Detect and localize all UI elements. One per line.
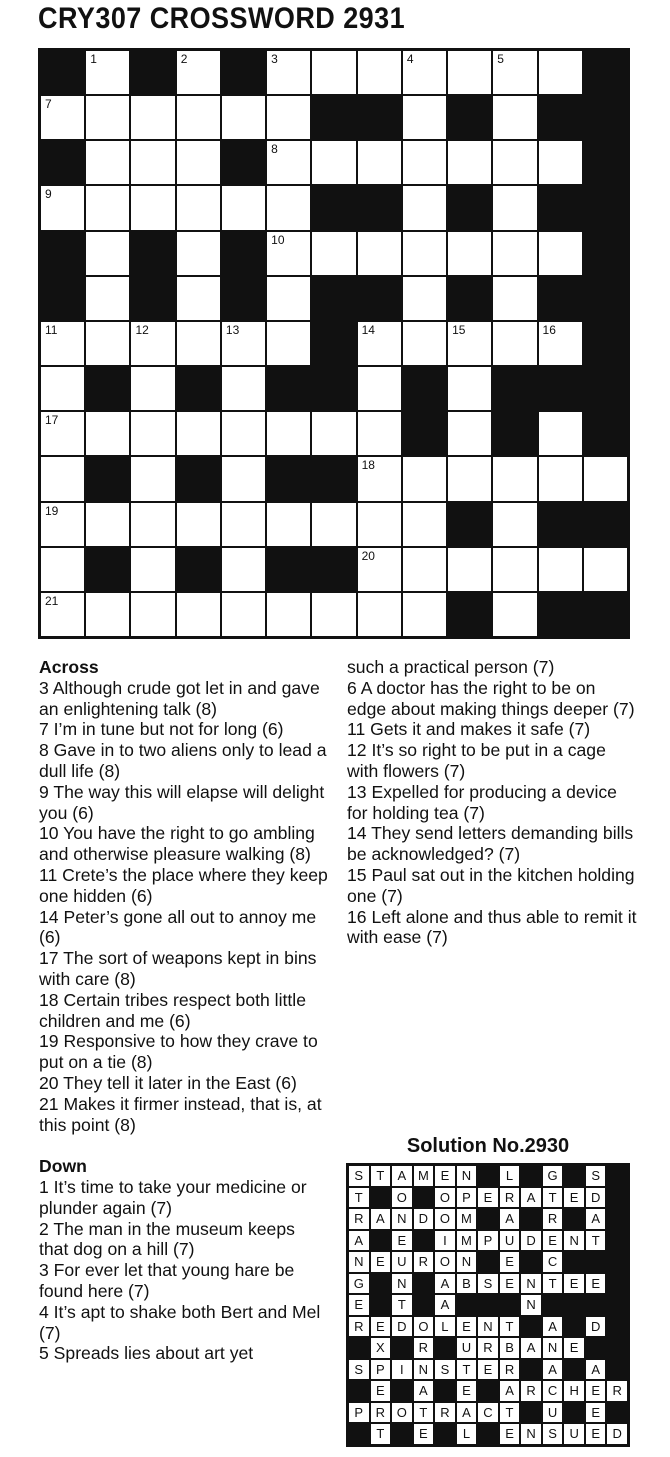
grid-cell bbox=[539, 412, 582, 455]
solution-letter: E bbox=[349, 1295, 369, 1315]
clue-number: 11 bbox=[45, 322, 58, 337]
grid-cell bbox=[358, 367, 401, 410]
grid-cell bbox=[131, 593, 174, 636]
grid-cell bbox=[267, 186, 310, 229]
clue-text: 1 It’s time to take your medicine or plunder again (7) bbox=[39, 1176, 307, 1218]
solution-letter: U bbox=[500, 1231, 520, 1251]
solution-letter: L bbox=[500, 1166, 520, 1186]
solution-letter: A bbox=[414, 1381, 434, 1401]
clue-number: 2 bbox=[180, 52, 188, 66]
grid-cell bbox=[403, 232, 446, 275]
grid-cell bbox=[448, 51, 491, 94]
grid-cell bbox=[539, 548, 582, 591]
solution-letter: E bbox=[457, 1381, 477, 1401]
grid-cell bbox=[267, 51, 310, 94]
solution-letter: A bbox=[392, 1166, 412, 1186]
grid-cell bbox=[131, 503, 174, 546]
solution-letter: E bbox=[435, 1166, 455, 1186]
clue-text: 18 Certain tribes respect both little children and me (6) bbox=[39, 989, 306, 1031]
grid-cell bbox=[358, 322, 401, 365]
grid-cell bbox=[539, 232, 582, 275]
grid-cell bbox=[403, 322, 446, 365]
solution-letter: R bbox=[349, 1209, 369, 1229]
solution-letter: T bbox=[349, 1188, 369, 1208]
solution-letter: T bbox=[543, 1274, 563, 1294]
grid-cell bbox=[493, 51, 536, 94]
grid-cell bbox=[131, 548, 174, 591]
solution-letter: N bbox=[392, 1274, 412, 1294]
solution-letter: S bbox=[349, 1360, 369, 1380]
solution-letter: R bbox=[478, 1338, 498, 1358]
solution-letter: N bbox=[457, 1252, 477, 1272]
solution-letter: E bbox=[500, 1252, 520, 1272]
grid-cell bbox=[177, 322, 220, 365]
grid-cell bbox=[403, 548, 446, 591]
solution-letter: P bbox=[457, 1188, 477, 1208]
solution-letter: U bbox=[457, 1338, 477, 1358]
grid-cell bbox=[131, 457, 174, 500]
grid-cell bbox=[493, 503, 536, 546]
grid-cell bbox=[403, 96, 446, 139]
grid-cell bbox=[267, 96, 310, 139]
grid-cell bbox=[267, 593, 310, 636]
solution-letter: D bbox=[586, 1317, 606, 1337]
clue-text: 14 They send letters demanding bills be acknowledged? (7) bbox=[347, 823, 634, 865]
grid-cell bbox=[131, 96, 174, 139]
grid-cell bbox=[131, 186, 174, 229]
grid-cell bbox=[86, 277, 129, 320]
clue-number: 15 bbox=[452, 322, 466, 337]
grid-cell bbox=[403, 51, 446, 94]
clue-text: 4 It’s apt to shake both Bert and Mel (7) bbox=[39, 1301, 321, 1343]
grid-cell bbox=[86, 322, 129, 365]
solution-letter: A bbox=[500, 1381, 520, 1401]
solution-letter: N bbox=[521, 1295, 541, 1315]
clue-number: 9 bbox=[45, 187, 52, 202]
crossword-grid bbox=[38, 48, 630, 639]
grid-cell bbox=[267, 503, 310, 546]
clue-number: 12 bbox=[135, 322, 149, 337]
clue-text: 14 Peter’s gone all out to annoy me (6) bbox=[39, 906, 317, 948]
solution-letter: E bbox=[478, 1360, 498, 1380]
solution-letter: E bbox=[500, 1424, 520, 1444]
solution-letter: E bbox=[392, 1231, 412, 1251]
solution-letter: A bbox=[457, 1403, 477, 1423]
solution-letter: G bbox=[543, 1166, 563, 1186]
solution-letter: L bbox=[457, 1424, 477, 1444]
solution-letter: T bbox=[500, 1403, 520, 1423]
grid-cell bbox=[177, 412, 220, 455]
grid-cell bbox=[222, 503, 265, 546]
solution-letter: A bbox=[435, 1295, 455, 1315]
solution-letter: R bbox=[349, 1317, 369, 1337]
grid-cell bbox=[222, 457, 265, 500]
solution-letter: P bbox=[349, 1403, 369, 1423]
grid-cell bbox=[493, 186, 536, 229]
clue-text: 5 Spreads lies about art yet bbox=[39, 1343, 254, 1364]
solution-letter: D bbox=[586, 1188, 606, 1208]
solution-letter: C bbox=[543, 1252, 563, 1272]
solution-letter: G bbox=[349, 1274, 369, 1294]
grid-cell bbox=[86, 232, 129, 275]
grid-cell bbox=[539, 141, 582, 184]
solution-letter: M bbox=[457, 1231, 477, 1251]
clue-text: 20 They tell it later in the East (6) bbox=[39, 1072, 297, 1093]
solution-letter: U bbox=[392, 1252, 412, 1272]
grid-cell bbox=[358, 593, 401, 636]
solution-letter: N bbox=[521, 1274, 541, 1294]
clues-column-right bbox=[347, 657, 637, 948]
grid-cell bbox=[41, 593, 84, 636]
grid-cell bbox=[358, 412, 401, 455]
grid-cell bbox=[222, 322, 265, 365]
puzzle-title: CRY307 CROSSWORD 2931 bbox=[38, 2, 406, 35]
grid-cell bbox=[493, 593, 536, 636]
solution-letter: N bbox=[478, 1317, 498, 1337]
clue-number: 20 bbox=[361, 548, 375, 563]
grid-cell bbox=[131, 141, 174, 184]
grid-cell bbox=[131, 367, 174, 410]
solution-letter: M bbox=[457, 1209, 477, 1229]
grid-cell bbox=[267, 412, 310, 455]
solution-letter: O bbox=[435, 1252, 455, 1272]
clue-text: 11 Crete’s the place where they keep one hidden (6) bbox=[39, 864, 328, 906]
solution-letter: N bbox=[521, 1424, 541, 1444]
solution-letter: H bbox=[564, 1381, 584, 1401]
solution-letter: A bbox=[543, 1360, 563, 1380]
grid-cell bbox=[177, 141, 220, 184]
clue-text: 10 You have the right to go ambling and otherwise pleasure walking (8) bbox=[39, 823, 315, 865]
solution-letter: S bbox=[586, 1166, 606, 1186]
solution-letter: T bbox=[457, 1360, 477, 1380]
grid-cell bbox=[267, 322, 310, 365]
grid-cell bbox=[222, 593, 265, 636]
clue-text: 19 Responsive to how they crave to put on a tie (8) bbox=[39, 1031, 318, 1073]
grid-cell bbox=[403, 503, 446, 546]
solution-letter: R bbox=[607, 1381, 627, 1401]
clue-number: 7 bbox=[45, 97, 52, 112]
grid-cell bbox=[493, 457, 536, 500]
grid-cell bbox=[267, 141, 310, 184]
grid-cell bbox=[448, 457, 491, 500]
grid-cell bbox=[41, 503, 84, 546]
clue-text: 16 Left alone and thus able to remit it with ease (7) bbox=[347, 906, 637, 948]
clue-text: such a practical person (7) bbox=[347, 657, 555, 677]
solution-letter: E bbox=[478, 1188, 498, 1208]
grid-cell bbox=[448, 548, 491, 591]
solution-letter: T bbox=[371, 1424, 391, 1444]
grid-cell bbox=[222, 548, 265, 591]
clue-number: 4 bbox=[406, 52, 414, 66]
grid-cell bbox=[493, 548, 536, 591]
across-clue-list bbox=[39, 678, 329, 1136]
grid-cell bbox=[403, 593, 446, 636]
grid-cell bbox=[86, 141, 129, 184]
grid-cell bbox=[41, 412, 84, 455]
grid-cell bbox=[312, 593, 355, 636]
clue-number: 13 bbox=[225, 322, 240, 337]
solution-letter: E bbox=[586, 1424, 606, 1444]
solution-letter: I bbox=[435, 1231, 455, 1251]
clue-number: 16 bbox=[542, 322, 556, 337]
clue-text: 6 A doctor has the right to be on edge about making things deeper (7) bbox=[347, 677, 635, 719]
solution-letter: E bbox=[564, 1274, 584, 1294]
solution-letter: I bbox=[392, 1360, 412, 1380]
solution-letter: A bbox=[371, 1209, 391, 1229]
grid-cell bbox=[312, 141, 355, 184]
solution-letter: R bbox=[371, 1403, 391, 1423]
grid-cell bbox=[312, 503, 355, 546]
solution-letter: E bbox=[564, 1188, 584, 1208]
grid-cell bbox=[222, 96, 265, 139]
clue-text: 13 Expelled for producing a device for holding tea (7) bbox=[347, 781, 617, 823]
solution-letter: S bbox=[478, 1274, 498, 1294]
down-heading: Down bbox=[39, 1156, 87, 1177]
clue-text: 21 Makes it firmer instead, that is, at this point (8) bbox=[39, 1093, 322, 1135]
grid-cell bbox=[358, 503, 401, 546]
grid-cell bbox=[41, 186, 84, 229]
grid-cell bbox=[222, 367, 265, 410]
clue-text: 9 The way this will elapse will delight you (6) bbox=[39, 781, 325, 823]
grid-cell bbox=[177, 186, 220, 229]
grid-cell bbox=[177, 232, 220, 275]
clue-number: 10 bbox=[271, 232, 285, 247]
grid-cell bbox=[41, 548, 84, 591]
solution-letter: U bbox=[543, 1403, 563, 1423]
grid-cell bbox=[86, 593, 129, 636]
solution-letter: S bbox=[349, 1166, 369, 1186]
solution-letter: O bbox=[392, 1403, 412, 1423]
grid-cell bbox=[131, 322, 174, 365]
across-heading: Across bbox=[39, 657, 99, 677]
grid-cell bbox=[448, 141, 491, 184]
grid-cell bbox=[267, 277, 310, 320]
solution-letter: A bbox=[521, 1338, 541, 1358]
grid-cell bbox=[448, 322, 491, 365]
grid-cell bbox=[222, 186, 265, 229]
grid-cell bbox=[177, 51, 220, 94]
clue-number: 14 bbox=[361, 322, 375, 337]
solution-letter: E bbox=[586, 1403, 606, 1423]
grid-cell bbox=[86, 96, 129, 139]
grid-cell bbox=[177, 593, 220, 636]
solution-letter: D bbox=[607, 1424, 627, 1444]
clue-text: 3 For ever let that young hare be found here (7) bbox=[39, 1260, 295, 1301]
clue-text: 12 It’s so right to be put in a cage with flowers (7) bbox=[347, 740, 606, 781]
solution-letter: D bbox=[414, 1209, 434, 1229]
grid-cell bbox=[493, 277, 536, 320]
solution-letter: R bbox=[414, 1252, 434, 1272]
grid-cell bbox=[86, 51, 129, 94]
solution-letter: N bbox=[457, 1166, 477, 1186]
grid-cell bbox=[177, 96, 220, 139]
solution-letter: X bbox=[371, 1338, 391, 1358]
grid-cell bbox=[267, 232, 310, 275]
grid-cell bbox=[222, 412, 265, 455]
solution-letter: S bbox=[543, 1424, 563, 1444]
grid-cell bbox=[312, 412, 355, 455]
solution-letter: D bbox=[392, 1317, 412, 1337]
grid-cell bbox=[177, 277, 220, 320]
solution-letter: T bbox=[414, 1403, 434, 1423]
solution-letter: R bbox=[543, 1209, 563, 1229]
clue-text: 8 Gave in to two aliens only to lead a dull life (8) bbox=[39, 740, 327, 781]
solution-letter: P bbox=[478, 1231, 498, 1251]
solution-letter: A bbox=[586, 1209, 606, 1229]
solution-letter: T bbox=[500, 1317, 520, 1337]
solution-letter: E bbox=[586, 1274, 606, 1294]
grid-cell bbox=[86, 412, 129, 455]
solution-letter: A bbox=[500, 1209, 520, 1229]
grid-cell bbox=[403, 186, 446, 229]
solution-letter: N bbox=[414, 1360, 434, 1380]
solution-letter: E bbox=[564, 1338, 584, 1358]
solution-letter: R bbox=[521, 1381, 541, 1401]
grid-cell bbox=[358, 141, 401, 184]
solution-letter: B bbox=[457, 1274, 477, 1294]
grid-cell bbox=[358, 232, 401, 275]
clue-text: 11 Gets it and makes it safe (7) bbox=[347, 719, 591, 740]
solution-letter: P bbox=[371, 1360, 391, 1380]
solution-letter: N bbox=[392, 1209, 412, 1229]
grid-cell bbox=[403, 277, 446, 320]
grid-cell bbox=[41, 322, 84, 365]
solution-letter: R bbox=[414, 1338, 434, 1358]
solution-letter: O bbox=[392, 1188, 412, 1208]
solution-letter: E bbox=[371, 1252, 391, 1272]
solution-letter: E bbox=[586, 1381, 606, 1401]
solution-letter: E bbox=[414, 1424, 434, 1444]
solution-letter: C bbox=[478, 1403, 498, 1423]
grid-cell bbox=[131, 412, 174, 455]
solution-letter: R bbox=[435, 1403, 455, 1423]
solution-letter: L bbox=[435, 1317, 455, 1337]
clue-number: 19 bbox=[45, 503, 59, 518]
clue-number: 3 bbox=[271, 52, 278, 66]
grid-cell bbox=[358, 548, 401, 591]
solution-letter: A bbox=[543, 1317, 563, 1337]
grid-cell bbox=[358, 457, 401, 500]
solution-letter: R bbox=[500, 1360, 520, 1380]
clue-text: 15 Paul sat out in the kitchen holding one (7) bbox=[347, 864, 635, 906]
solution-letter: E bbox=[371, 1381, 391, 1401]
clue-number: 8 bbox=[271, 142, 278, 157]
solution-letter: T bbox=[371, 1166, 391, 1186]
solution-letter: O bbox=[435, 1209, 455, 1229]
solution-letter: A bbox=[586, 1360, 606, 1380]
grid-cell bbox=[41, 367, 84, 410]
solution-letter: D bbox=[521, 1231, 541, 1251]
solution-letter: A bbox=[521, 1188, 541, 1208]
solution-title: Solution No.2930 bbox=[406, 1135, 570, 1157]
grid-cell bbox=[41, 457, 84, 500]
grid-cell bbox=[403, 457, 446, 500]
grid-cell bbox=[539, 322, 582, 365]
solution-grid bbox=[346, 1163, 630, 1447]
solution-letter: A bbox=[349, 1231, 369, 1251]
solution-letter: E bbox=[371, 1317, 391, 1337]
grid-cell bbox=[493, 96, 536, 139]
grid-cell bbox=[493, 232, 536, 275]
solution-letter: U bbox=[564, 1424, 584, 1444]
grid-cell bbox=[448, 232, 491, 275]
clue-number: 1 bbox=[90, 52, 97, 66]
solution-letter: O bbox=[435, 1188, 455, 1208]
solution-letter: T bbox=[392, 1295, 412, 1315]
grid-cell bbox=[86, 503, 129, 546]
solution-letter: T bbox=[586, 1231, 606, 1251]
grid-cell bbox=[86, 186, 129, 229]
clue-text: 3 Although crude got let in and gave an enlightening talk (8) bbox=[39, 677, 320, 719]
solution-letter: E bbox=[543, 1231, 563, 1251]
grid-cell bbox=[493, 322, 536, 365]
grid-cell bbox=[312, 232, 355, 275]
grid-cell bbox=[403, 141, 446, 184]
down-clue-list-continued bbox=[347, 657, 637, 948]
grid-cell bbox=[584, 548, 627, 591]
grid-cell bbox=[358, 51, 401, 94]
clue-number: 17 bbox=[45, 413, 59, 428]
grid-cell bbox=[584, 457, 627, 500]
down-clue-list bbox=[39, 1177, 329, 1364]
grid-cell bbox=[312, 51, 355, 94]
clue-text: 17 The sort of weapons kept in bins with care (8) bbox=[39, 948, 317, 989]
clue-number: 21 bbox=[45, 593, 59, 608]
clues-column-left bbox=[39, 657, 329, 1364]
grid-cell bbox=[41, 96, 84, 139]
clue-number: 5 bbox=[497, 52, 504, 66]
grid-cell bbox=[539, 51, 582, 94]
solution-letter: A bbox=[435, 1274, 455, 1294]
grid-cell bbox=[177, 503, 220, 546]
solution-letter: E bbox=[457, 1317, 477, 1337]
solution-letter: B bbox=[500, 1338, 520, 1358]
clue-number: 18 bbox=[361, 458, 375, 473]
solution-letter: N bbox=[543, 1338, 563, 1358]
grid-cell bbox=[448, 412, 491, 455]
solution-letter: T bbox=[543, 1188, 563, 1208]
solution-letter: M bbox=[414, 1166, 434, 1186]
clue-text: 2 The man in the museum keeps that dog on a hill (7) bbox=[39, 1218, 295, 1260]
solution-letter: E bbox=[500, 1274, 520, 1294]
grid-cell bbox=[493, 141, 536, 184]
grid-cell bbox=[448, 367, 491, 410]
solution-letter: C bbox=[543, 1381, 563, 1401]
solution-letter: R bbox=[500, 1188, 520, 1208]
solution-letter: N bbox=[349, 1252, 369, 1272]
grid-cell bbox=[539, 457, 582, 500]
solution-letter: S bbox=[435, 1360, 455, 1380]
solution-letter: O bbox=[414, 1317, 434, 1337]
clue-text: 7 I’m in tune but not for long (6) bbox=[39, 719, 284, 740]
solution-letter: N bbox=[564, 1231, 584, 1251]
